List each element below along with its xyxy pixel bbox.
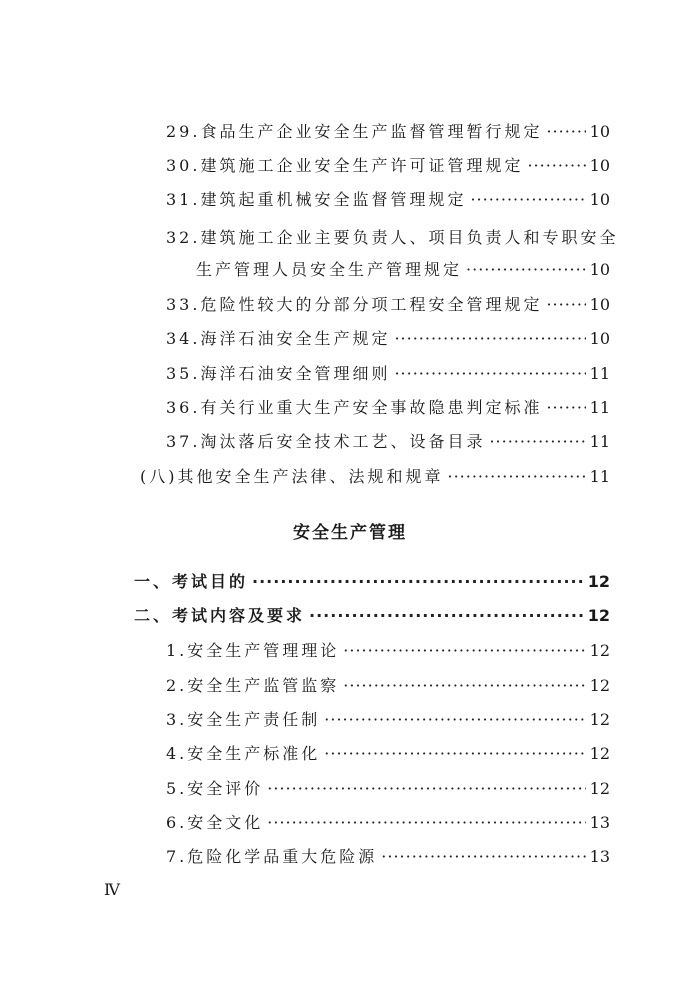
toc-entry-label: 37.淘汰落后安全技术工艺、设备目录 [166, 432, 486, 451]
toc-entry-label: 35.海洋石油安全管理细则 [166, 364, 391, 383]
toc-page-number: 12 [587, 572, 610, 591]
toc-entry-30[interactable] [166, 156, 610, 176]
toc-entry-label: 36.有关行业重大生产安全事故隐患判定标准 [166, 398, 543, 417]
toc-entry-label: 4.安全生产标准化 [166, 744, 321, 763]
toc-leader-dots [381, 847, 585, 867]
toc-leader-dots [546, 122, 585, 142]
section-title: 安全生产管理 [293, 523, 407, 543]
toc-page-number: 10 [589, 295, 610, 314]
toc-entry-exam-content[interactable] [134, 606, 610, 626]
toc-entry-37[interactable] [166, 432, 610, 452]
toc-entry-label: 33.危险性较大的分部分项工程安全管理规定 [166, 295, 543, 314]
toc-leader-dots [489, 432, 585, 452]
toc-page-number: 12 [589, 744, 610, 763]
toc-leader-dots [343, 676, 585, 696]
toc-leader-dots [267, 813, 585, 833]
toc-entry-label: 3.安全生产责任制 [166, 710, 321, 729]
toc-page-number: 12 [589, 676, 610, 695]
toc-entry-5[interactable] [166, 779, 610, 799]
toc-leader-dots [546, 295, 585, 315]
toc-entry-32-line1[interactable]: 32.建筑施工企业主要负责人、项目负责人和专职安全 [166, 228, 619, 247]
toc-leader-dots [448, 467, 586, 487]
page-number-folio: Ⅳ [104, 880, 120, 899]
toc-entry-exam-purpose[interactable] [134, 572, 610, 592]
toc-entry-3[interactable] [166, 710, 610, 730]
toc-page-number: 12 [587, 606, 610, 625]
toc-entry-label: 二、考试内容及要求 [134, 606, 306, 625]
toc-leader-dots [470, 190, 585, 210]
toc-leader-dots [324, 744, 585, 764]
toc-page-number: 12 [589, 641, 610, 660]
toc-entry-label: 29.食品生产企业安全生产监督管理暂行规定 [166, 122, 543, 141]
toc-leader-dots [343, 641, 585, 661]
toc-page-number: 11 [589, 364, 610, 383]
toc-page-number: 13 [589, 813, 610, 832]
toc-entry-label: 6.安全文化 [166, 813, 264, 832]
toc-page-number: 12 [589, 710, 610, 729]
toc-page-number: 12 [589, 779, 610, 798]
toc-leader-dots [324, 710, 585, 730]
toc-entry-35[interactable] [166, 364, 610, 384]
toc-leader-dots [466, 260, 586, 280]
toc-entry-29[interactable] [166, 122, 610, 142]
toc-page-number: 10 [589, 190, 610, 209]
toc-entry-label: 5.安全评价 [166, 779, 264, 798]
toc-page-number: 13 [589, 847, 610, 866]
toc-entry-7[interactable] [166, 847, 610, 867]
toc-page-number: 11 [589, 398, 610, 417]
toc-entry-4[interactable] [166, 744, 610, 764]
toc-page-number: 10 [589, 122, 610, 141]
toc-entry-32[interactable] [196, 260, 610, 280]
toc-page-number: 11 [589, 467, 610, 486]
toc-leader-dots [527, 156, 585, 176]
toc-entry-label: 2.安全生产监管监察 [166, 676, 340, 695]
toc-entry-label: 7.危险化学品重大危险源 [166, 847, 378, 866]
toc-entry-label: 生产管理人员安全生产管理规定 [196, 260, 463, 279]
toc-leader-dots [267, 779, 585, 799]
toc-page-number: 10 [589, 329, 610, 348]
toc-entry-33[interactable] [166, 295, 610, 315]
toc-entry-34[interactable] [166, 329, 610, 349]
toc-entry-label: (八)其他安全生产法律、法规和规章 [140, 467, 444, 486]
toc-leader-dots [309, 606, 584, 626]
toc-entry-36[interactable] [166, 398, 610, 418]
toc-entry-31[interactable] [166, 190, 610, 210]
toc-entry-1[interactable] [166, 641, 610, 661]
toc-leader-dots [252, 572, 584, 592]
toc-leader-dots [546, 398, 585, 418]
toc-entry-label: 30.建筑施工企业安全生产许可证管理规定 [166, 156, 524, 175]
toc-page-number: 10 [589, 260, 610, 279]
toc-entry-section-8[interactable] [140, 467, 610, 487]
toc-leader-dots [394, 329, 585, 349]
toc-page-number: 10 [589, 156, 610, 175]
toc-leader-dots [394, 364, 585, 384]
toc-page-number: 11 [589, 432, 610, 451]
toc-entry-label: 31.建筑起重机械安全监督管理规定 [166, 190, 467, 209]
toc-entry-label: 34.海洋石油安全生产规定 [166, 329, 391, 348]
toc-entry-2[interactable] [166, 676, 610, 696]
toc-entry-6[interactable] [166, 813, 610, 833]
toc-entry-label: 1.安全生产管理理论 [166, 641, 340, 660]
toc-entry-label: 一、考试目的 [134, 572, 249, 591]
